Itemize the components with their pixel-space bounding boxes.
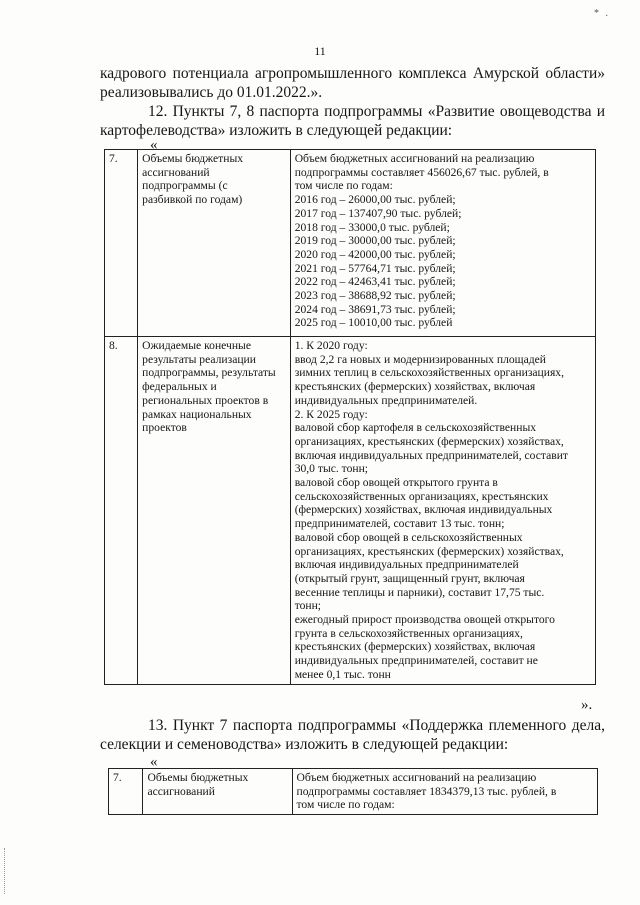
cell-line: ежегодный прирост производства овощей открытого <box>294 613 555 627</box>
row-value <box>292 769 597 815</box>
cell-line: зимних теплиц в сельскохозяйственных организациях, <box>294 366 564 380</box>
cell-line: ассигнований <box>147 784 215 798</box>
cell-line: 2025 год – 10010,00 тыс. рублей <box>294 316 453 330</box>
cell-line: 2021 год – 57764,71 тыс. рублей; <box>294 261 456 275</box>
paragraph-line: реализовывались до 01.01.2022.». <box>100 84 323 101</box>
cell-line: Объем бюджетных ассигнований на реализацию <box>294 152 535 165</box>
cell-line: менее 0,1 тыс. тонн <box>294 667 391 681</box>
scan-margin-marks <box>4 848 11 894</box>
row-value <box>290 150 595 337</box>
item-12-paragraph <box>100 102 605 140</box>
cell-line: Объемы бюджетных <box>142 152 244 165</box>
cell-line: 2019 год – 30000,00 тыс. рублей; <box>294 234 456 248</box>
cell-line: том числе по годам: <box>294 179 393 193</box>
cell-line: 2. К 2025 году: <box>294 407 368 421</box>
table-row <box>105 150 596 337</box>
cell-line: том числе по годам: <box>296 798 395 812</box>
subprogram-passport-table-vegetables <box>104 149 596 685</box>
cell-line: включая индивидуальных предпринимателей <box>294 558 519 572</box>
cell-line: 2024 год – 38691,73 тыс. рублей; <box>294 302 456 316</box>
table-row <box>109 769 598 815</box>
cell-line: Объемы бюджетных <box>147 771 249 784</box>
subprogram-passport-table-breeding <box>108 768 598 815</box>
cell-line: 2016 год – 26000,00 тыс. рублей; <box>294 193 456 207</box>
cell-line: Объем бюджетных ассигнований на реализацию <box>296 771 537 784</box>
paragraph-line: селекции и семеноводства» изложить в следующей редакции: <box>100 736 509 753</box>
cell-line: федеральных и <box>142 380 217 394</box>
cell-line: 2017 год – 137407,90 тыс. рублей; <box>294 206 462 220</box>
cell-line: 2022 год – 42463,41 тыс. рублей; <box>294 275 456 289</box>
item-13-paragraph <box>100 716 605 754</box>
cell-line: (открытый грунт, защищенный грунт, включая <box>294 571 525 585</box>
row-title <box>138 150 291 337</box>
cell-line: сельскохозяйственных организациях, крестьянских <box>294 489 549 503</box>
row-number: 7. <box>105 150 138 337</box>
opening-quote: « <box>150 137 158 153</box>
paragraph-line: картофелеводства» изложить в следующей редакции: <box>100 122 453 139</box>
cell-line: ввод 2,2 га новых и модернизированных площадей <box>294 352 546 366</box>
cell-line: 2023 год – 38688,92 тыс. рублей; <box>294 289 456 303</box>
cell-line: индивидуальных предпринимателей, составит не <box>294 654 538 668</box>
paragraph-line: 13. Пункт 7 паспорта подпрограммы «Поддержка племенного дела, <box>148 717 605 734</box>
cell-line: подпрограммы составляет 456026,67 тыс. рублей, в <box>294 165 549 179</box>
cell-line: валовой сбор картофеля в сельскохозяйственных <box>294 421 537 435</box>
cell-line: разбивкой по годам) <box>142 193 243 207</box>
cell-line: валовой сбор овощей открытого грунта в <box>294 476 498 490</box>
table-row <box>105 337 596 685</box>
cell-line: тонн; <box>294 599 322 613</box>
intro-paragraph <box>100 64 605 102</box>
opening-quote: « <box>150 754 158 770</box>
row-title <box>143 769 292 815</box>
cell-line: крестьянских (фермерских) хозяйствах, включая <box>294 380 536 394</box>
cell-line: 2020 год – 42000,00 тыс. рублей; <box>294 247 456 261</box>
cell-line: рамках национальных <box>142 407 252 421</box>
cell-line: предпринимателей, составит 13 тыс. тонн; <box>294 517 505 531</box>
cell-line: подпрограммы, результаты <box>142 366 276 380</box>
cell-line: подпрограммы (с <box>142 179 228 193</box>
cell-line: 30,0 тыс. тонн; <box>294 462 369 476</box>
cell-line: проектов <box>142 421 187 435</box>
cell-line: организациях, крестьянских (фермерских) хозяйствах, <box>294 544 564 558</box>
cell-line: подпрограммы составляет 1834379,13 тыс. рублей, в <box>296 784 557 798</box>
row-value <box>290 337 595 685</box>
paragraph-line: кадрового потенциала агропромышленного комплекса Амурской области» <box>100 65 605 82</box>
cell-line: (фермерских) хозяйствах, включая индивидуальных <box>294 503 553 517</box>
cell-line: включая индивидуальных предпринимателей, составит <box>294 448 568 462</box>
cell-line: валовой сбор овощей в сельскохозяйственных <box>294 530 523 544</box>
closing-quote: ». <box>581 697 593 713</box>
cell-line: грунта в сельскохозяйственных организациях, <box>294 626 523 640</box>
row-title <box>138 337 291 685</box>
cell-line: 1. К 2020 году: <box>294 339 368 352</box>
cell-line: ассигнований <box>142 165 210 179</box>
row-number: 7. <box>109 769 143 815</box>
cell-line: весенние теплицы и парники), составит 17,75 тыс. <box>294 585 545 599</box>
cell-line: региональных проектов в <box>142 393 269 407</box>
cell-line: организациях, крестьянских (фермерских) хозяйствах, <box>294 434 564 448</box>
corner-mark: * . <box>594 8 610 19</box>
cell-line: 2018 год – 33000,0 тыс. рублей; <box>294 220 450 234</box>
cell-line: результаты реализации <box>142 352 256 366</box>
paragraph-line: 12. Пункты 7, 8 паспорта подпрограммы «Развитие овощеводства и <box>148 103 605 120</box>
cell-line: индивидуальных предпринимателей. <box>294 393 478 407</box>
row-number: 8. <box>105 337 138 685</box>
cell-line: крестьянских (фермерских) хозяйствах, включая <box>294 640 536 654</box>
page-number: 11 <box>314 44 326 58</box>
cell-line: Ожидаемые конечные <box>142 339 251 352</box>
